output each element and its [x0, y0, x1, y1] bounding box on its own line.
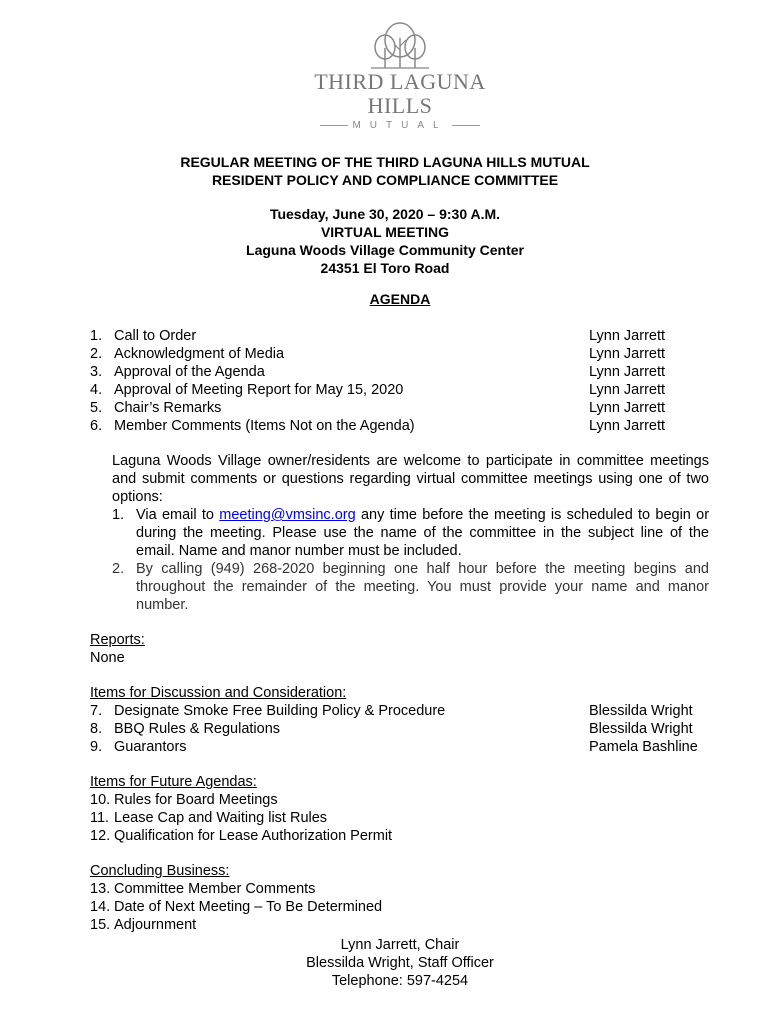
- meeting-details: [0, 205, 770, 277]
- participation-intro: Laguna Woods Village owner/residents are welcome to participate in committee meetings and submit comments or questions regarding virtual committee meetings using one of two options:: [112, 453, 709, 505]
- agenda-presenter: Lynn Jarrett: [589, 346, 666, 362]
- discussion-heading: Items for Discussion and Consideration:: [90, 685, 347, 701]
- email-link[interactable]: meeting@vmsinc.org: [219, 507, 356, 523]
- agenda-item: 8. BBQ Rules & Regulations: [90, 721, 281, 737]
- agenda-item: 3. Approval of the Agenda: [90, 364, 265, 380]
- agenda-presenter: Blessilda Wright: [589, 703, 693, 719]
- agenda-item: 4. Approval of Meeting Report for May 15, 2020: [90, 382, 404, 398]
- meeting-type: VIRTUAL MEETING: [320, 224, 450, 240]
- agenda-presenter: Lynn Jarrett: [589, 400, 666, 416]
- meeting-location: Laguna Woods Village Community Center: [246, 242, 524, 258]
- agenda-presenter: Lynn Jarrett: [589, 382, 666, 398]
- agenda-heading: AGENDA: [369, 291, 431, 307]
- telephone: Telephone: 597-4254: [331, 973, 469, 989]
- agenda-item: 6. Member Comments (Items Not on the Agenda): [90, 418, 415, 434]
- agenda-item: 12. Qualification for Lease Authorization Permit: [90, 828, 393, 844]
- agenda-presenter: Lynn Jarrett: [589, 328, 666, 344]
- signature-block: [0, 936, 770, 990]
- title-line-1: REGULAR MEETING OF THE THIRD LAGUNA HILLS MUTUAL: [180, 154, 590, 170]
- agenda-item: 2. Acknowledgment of Media: [90, 346, 285, 362]
- agenda-item: 5. Chair’s Remarks: [90, 400, 222, 416]
- logo-name: THIRD LAGUNA HILLS: [314, 69, 486, 118]
- meeting-address: 24351 El Toro Road: [320, 260, 450, 276]
- agenda-item: 10. Rules for Board Meetings: [90, 792, 278, 808]
- agenda-item: 9. Guarantors: [90, 739, 187, 755]
- option-email: 1. Via email to meeting@vmsinc.org any time before the meeting is scheduled to begin or during the meeting. Please use the name of the committee in the subject line of the email. Name and manor number must be included.: [112, 507, 710, 559]
- mutual-logo: [280, 20, 520, 131]
- agenda-item: 15. Adjournment: [90, 917, 197, 933]
- agenda-presenter: Lynn Jarrett: [589, 364, 666, 380]
- agenda-item: 13. Committee Member Comments: [90, 881, 316, 897]
- future-heading: Items for Future Agendas:: [90, 774, 257, 790]
- agenda-presenter: Blessilda Wright: [589, 721, 693, 737]
- title-line-2: RESIDENT POLICY AND COMPLIANCE COMMITTEE: [211, 172, 559, 188]
- meeting-date: Tuesday, June 30, 2020 – 9:30 A.M.: [269, 206, 501, 222]
- agenda-item: 14. Date of Next Meeting – To Be Determined: [90, 899, 383, 915]
- agenda-presenter: Lynn Jarrett: [589, 418, 666, 434]
- agenda-item: 11. Lease Cap and Waiting list Rules: [90, 810, 328, 826]
- meeting-title: [0, 153, 770, 189]
- option-phone: 2. By calling (949) 268-2020 beginning one half hour before the meeting begins and throughout the remainder of the meeting. You must provide your name and manor number.: [112, 561, 709, 613]
- staff-officer: Blessilda Wright, Staff Officer: [306, 955, 494, 971]
- logo-sub: MUTUAL: [280, 120, 520, 132]
- reports-value: None: [90, 650, 125, 666]
- agenda-item: 1. Call to Order: [90, 328, 197, 344]
- agenda-presenter: Pamela Bashline: [589, 739, 698, 755]
- concluding-heading: Concluding Business:: [90, 863, 230, 879]
- chair-name: Lynn Jarrett, Chair: [340, 937, 460, 953]
- trees-logo-icon: [365, 20, 435, 70]
- agenda-item: 7. Designate Smoke Free Building Policy & Procedure: [90, 703, 446, 719]
- reports-heading: Reports:: [90, 632, 145, 648]
